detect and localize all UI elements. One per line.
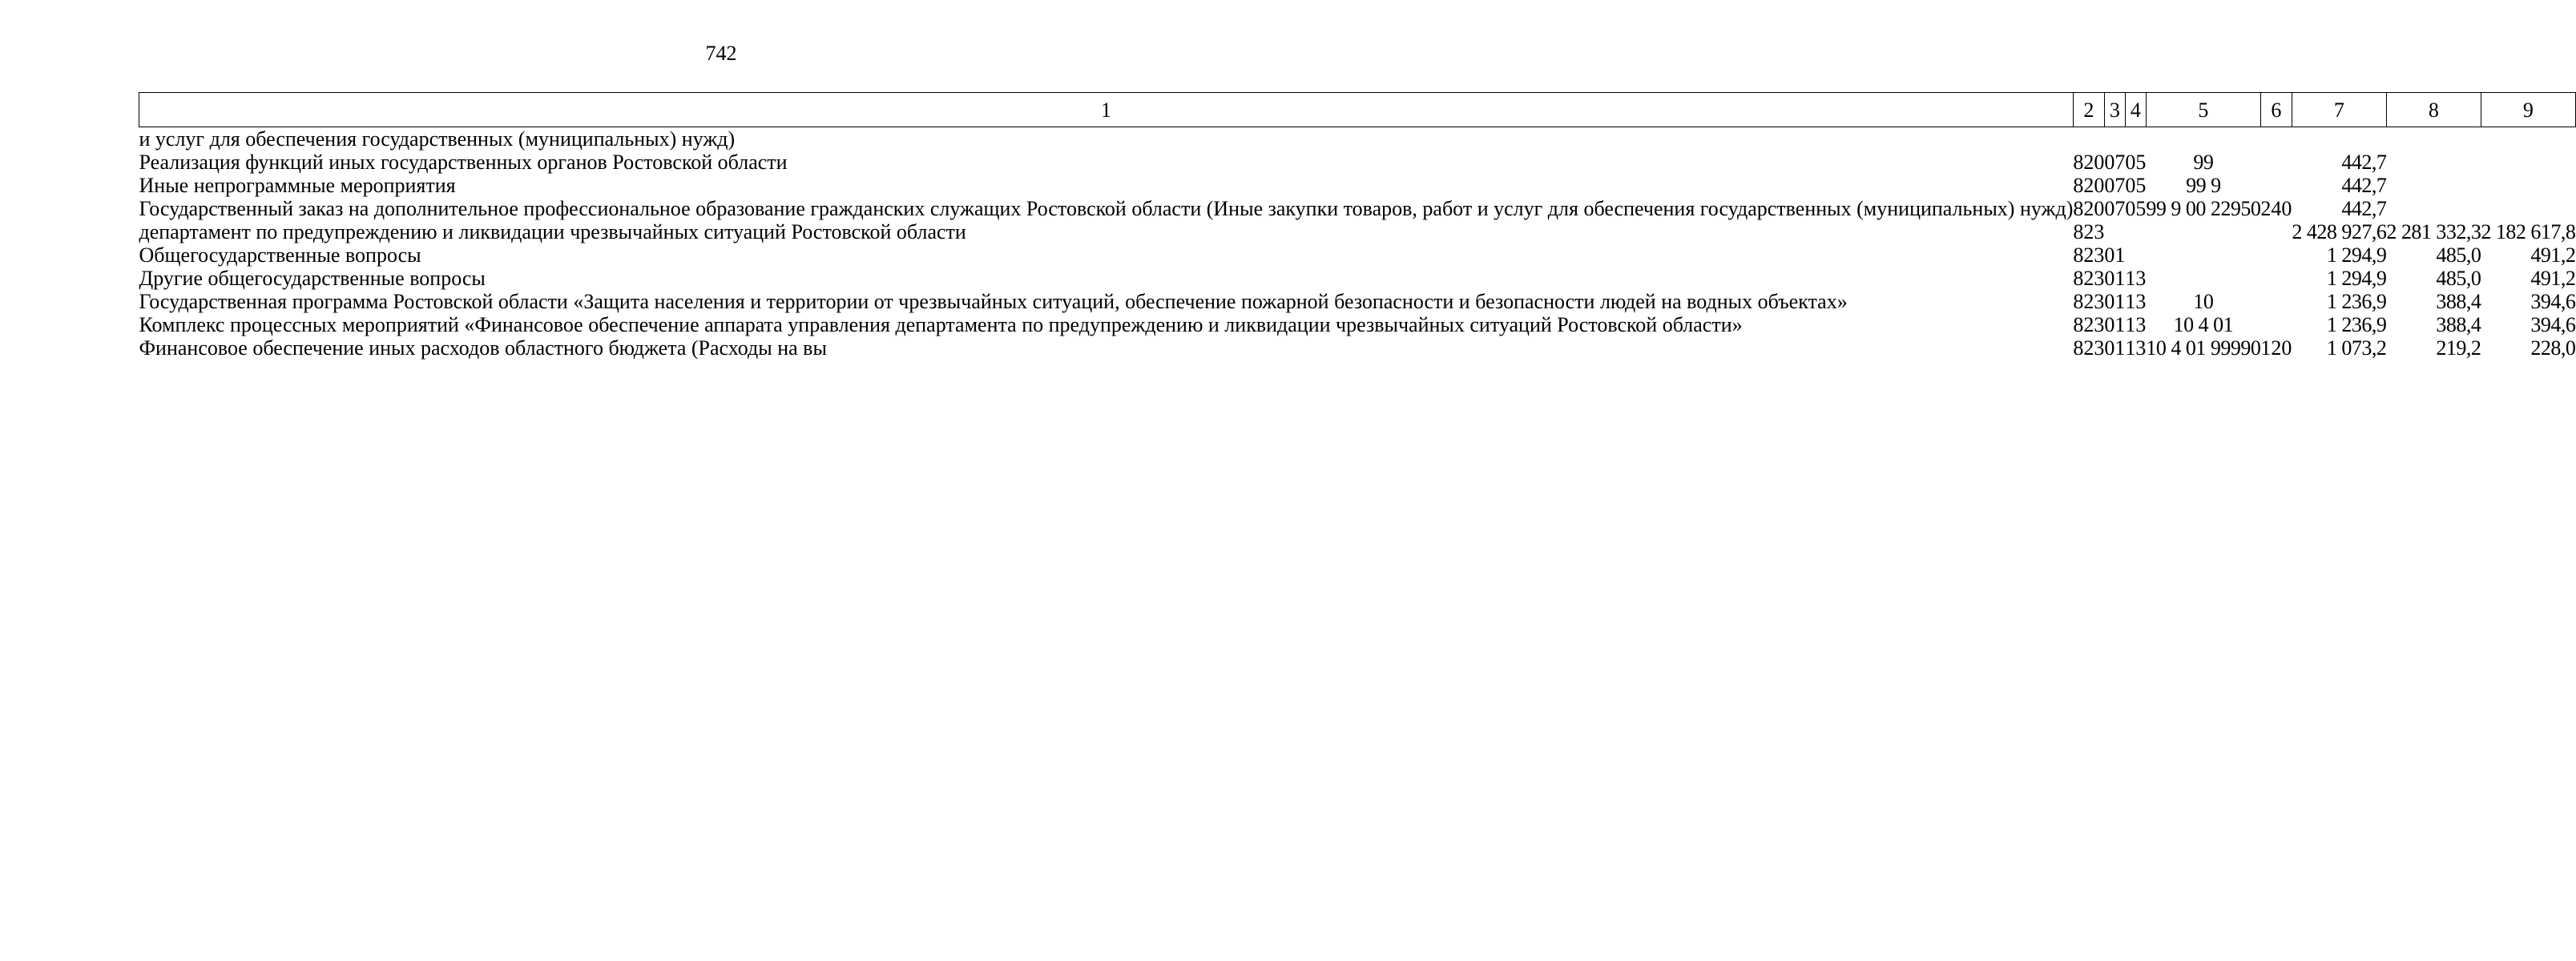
amount-col8: 2 281 332,3: [2386, 220, 2481, 243]
expense-name: Другие общегосударственные вопросы: [139, 267, 486, 290]
expense-name: Государственная программа Ростовской области «Защита населения и территории от чрезвычайных ситуаций, обеспечение пожарной безопасности и безопасности людей на водных объектах»: [139, 290, 1848, 313]
column-header-3: 3: [2104, 93, 2125, 127]
target-article-code: 10 4 01: [2173, 313, 2234, 336]
expense-type-code: [2260, 151, 2292, 174]
section-code: 01: [2104, 267, 2126, 290]
amount-col9: [2481, 174, 2575, 197]
expense-type-code: [2260, 267, 2292, 290]
subsection-code: [2125, 243, 2146, 267]
ministry-code: 820: [2073, 151, 2105, 174]
expense-name: и услуг для обеспечения государственных (муниципальных) нужд): [139, 127, 736, 151]
column-header-4: 4: [2125, 93, 2146, 127]
expense-type-code: [2260, 290, 2292, 313]
ministry-code: 823: [2073, 290, 2105, 313]
section-code: 01: [2104, 243, 2126, 267]
amount-col8: 219,2: [2436, 336, 2481, 360]
table-row: [139, 290, 2576, 313]
ministry-code: 823: [2073, 220, 2105, 243]
table-row: [139, 243, 2576, 267]
table-row: [139, 127, 2576, 151]
target-article-code: 10 4 01 99990: [2146, 336, 2261, 360]
ministry-code: 820: [2073, 174, 2105, 197]
ministry-code: 823: [2073, 336, 2105, 360]
target-article-code: [2146, 243, 2260, 267]
ministry-code: 823: [2073, 313, 2105, 336]
expense-type-code: [2260, 220, 2292, 243]
target-article-code: 99 9 00 22950: [2146, 197, 2261, 220]
subsection-code: 05: [2125, 151, 2147, 174]
section-code: [2104, 127, 2125, 151]
table-row: [139, 197, 2576, 220]
expense-type-code: [2260, 313, 2292, 336]
table-row: [139, 267, 2576, 290]
subsection-code: 05: [2125, 197, 2147, 220]
expense-type-code: [2260, 174, 2292, 197]
expense-type-code: [2260, 127, 2292, 151]
amount-col8: [2386, 151, 2481, 174]
ministry-code: 823: [2073, 267, 2105, 290]
section-code: 01: [2104, 290, 2126, 313]
section-code: [2104, 220, 2125, 243]
target-article-code: [2146, 127, 2260, 151]
amount-col9: [2481, 127, 2575, 151]
amount-col9: 228,0: [2530, 336, 2576, 360]
column-header-2: 2: [2073, 93, 2104, 127]
table-row: [139, 174, 2576, 197]
expense-type-code: [2260, 243, 2292, 267]
amount-col9: [2481, 197, 2575, 220]
target-article-code: 99 9: [2186, 174, 2221, 197]
amount-col9: 491,2: [2530, 267, 2576, 290]
expense-name: Финансовое обеспечение иных расходов областного бюджета (Расходы на вы: [139, 336, 827, 360]
amount-col7: 1 294,9: [2326, 267, 2387, 290]
amount-col8: [2386, 174, 2481, 197]
table-row: [139, 313, 2576, 336]
table-row: [139, 151, 2576, 174]
subsection-code: 13: [2125, 336, 2147, 360]
amount-col8: 485,0: [2436, 267, 2481, 290]
subsection-code: 05: [2125, 174, 2147, 197]
subsection-code: [2125, 220, 2146, 243]
expense-name: Иные непрограммные мероприятия: [139, 174, 456, 197]
amount-col9: 491,2: [2530, 243, 2576, 267]
section-code: 07: [2104, 174, 2126, 197]
target-article-code: 99: [2193, 151, 2214, 174]
expense-name: департамент по предупреждению и ликвидации чрезвычайных ситуаций Ростовской области: [139, 220, 966, 243]
amount-col7: [2292, 127, 2386, 151]
amount-col8: 485,0: [2436, 243, 2481, 267]
amount-col7: 1 073,2: [2326, 336, 2387, 360]
expense-name: Реализация функций иных государственных органов Ростовской области: [139, 151, 788, 174]
amount-col7: 1 294,9: [2326, 243, 2387, 267]
budget-table: [139, 92, 2576, 360]
table-row: [139, 220, 2576, 243]
expense-name: Комплекс процессных мероприятий «Финансовое обеспечение аппарата управления департамента по предупреждению и ликвидации чрезвычайных ситуаций Ростовской области»: [139, 313, 1743, 336]
amount-col7: 1 236,9: [2326, 313, 2387, 336]
section-code: 01: [2104, 336, 2126, 360]
section-code: 07: [2104, 151, 2126, 174]
amount-col7: 1 236,9: [2326, 290, 2387, 313]
expense-name: Государственный заказ на дополнительное профессиональное образование гражданских служащих Ростовской области (Иные закупки товаров, работ и услуг для обеспечения государственных (муниципальных) нужд): [139, 197, 2074, 220]
amount-col9: 394,6: [2530, 290, 2576, 313]
ministry-code: 820: [2073, 197, 2105, 220]
column-header-5: 5: [2146, 93, 2260, 127]
amount-col7: 442,7: [2341, 174, 2387, 197]
target-article-code: [2146, 267, 2260, 290]
amount-col7: 2 428 927,6: [2292, 220, 2387, 243]
subsection-code: [2125, 127, 2146, 151]
column-header-7: 7: [2292, 93, 2386, 127]
subsection-code: 13: [2125, 290, 2147, 313]
column-header-6: 6: [2260, 93, 2292, 127]
amount-col9: [2481, 151, 2575, 174]
column-header-9: 9: [2481, 93, 2575, 127]
table-row: [139, 336, 2576, 360]
expense-name: Общегосударственные вопросы: [139, 243, 421, 267]
ministry-code: 823: [2073, 243, 2105, 267]
amount-col9: 394,6: [2530, 313, 2576, 336]
amount-col9: 2 182 617,8: [2481, 220, 2576, 243]
amount-col7: 442,7: [2341, 151, 2387, 174]
column-header-1: 1: [139, 93, 2074, 127]
section-code: 07: [2104, 197, 2126, 220]
expense-type-code: 120: [2260, 336, 2292, 360]
amount-col8: 388,4: [2436, 313, 2481, 336]
amount-col7: 442,7: [2341, 197, 2387, 220]
amount-col8: 388,4: [2436, 290, 2481, 313]
subsection-code: 13: [2125, 267, 2147, 290]
column-header-8: 8: [2386, 93, 2481, 127]
expense-type-code: 240: [2260, 197, 2292, 220]
column-number-header-row: [139, 93, 2576, 127]
section-code: 01: [2104, 313, 2126, 336]
amount-col8: [2386, 197, 2481, 220]
subsection-code: 13: [2125, 313, 2147, 336]
ministry-code: [2073, 127, 2104, 151]
amount-col8: [2386, 127, 2481, 151]
page-number: 742: [705, 42, 737, 65]
target-article-code: 10: [2193, 290, 2214, 313]
target-article-code: [2146, 220, 2260, 243]
